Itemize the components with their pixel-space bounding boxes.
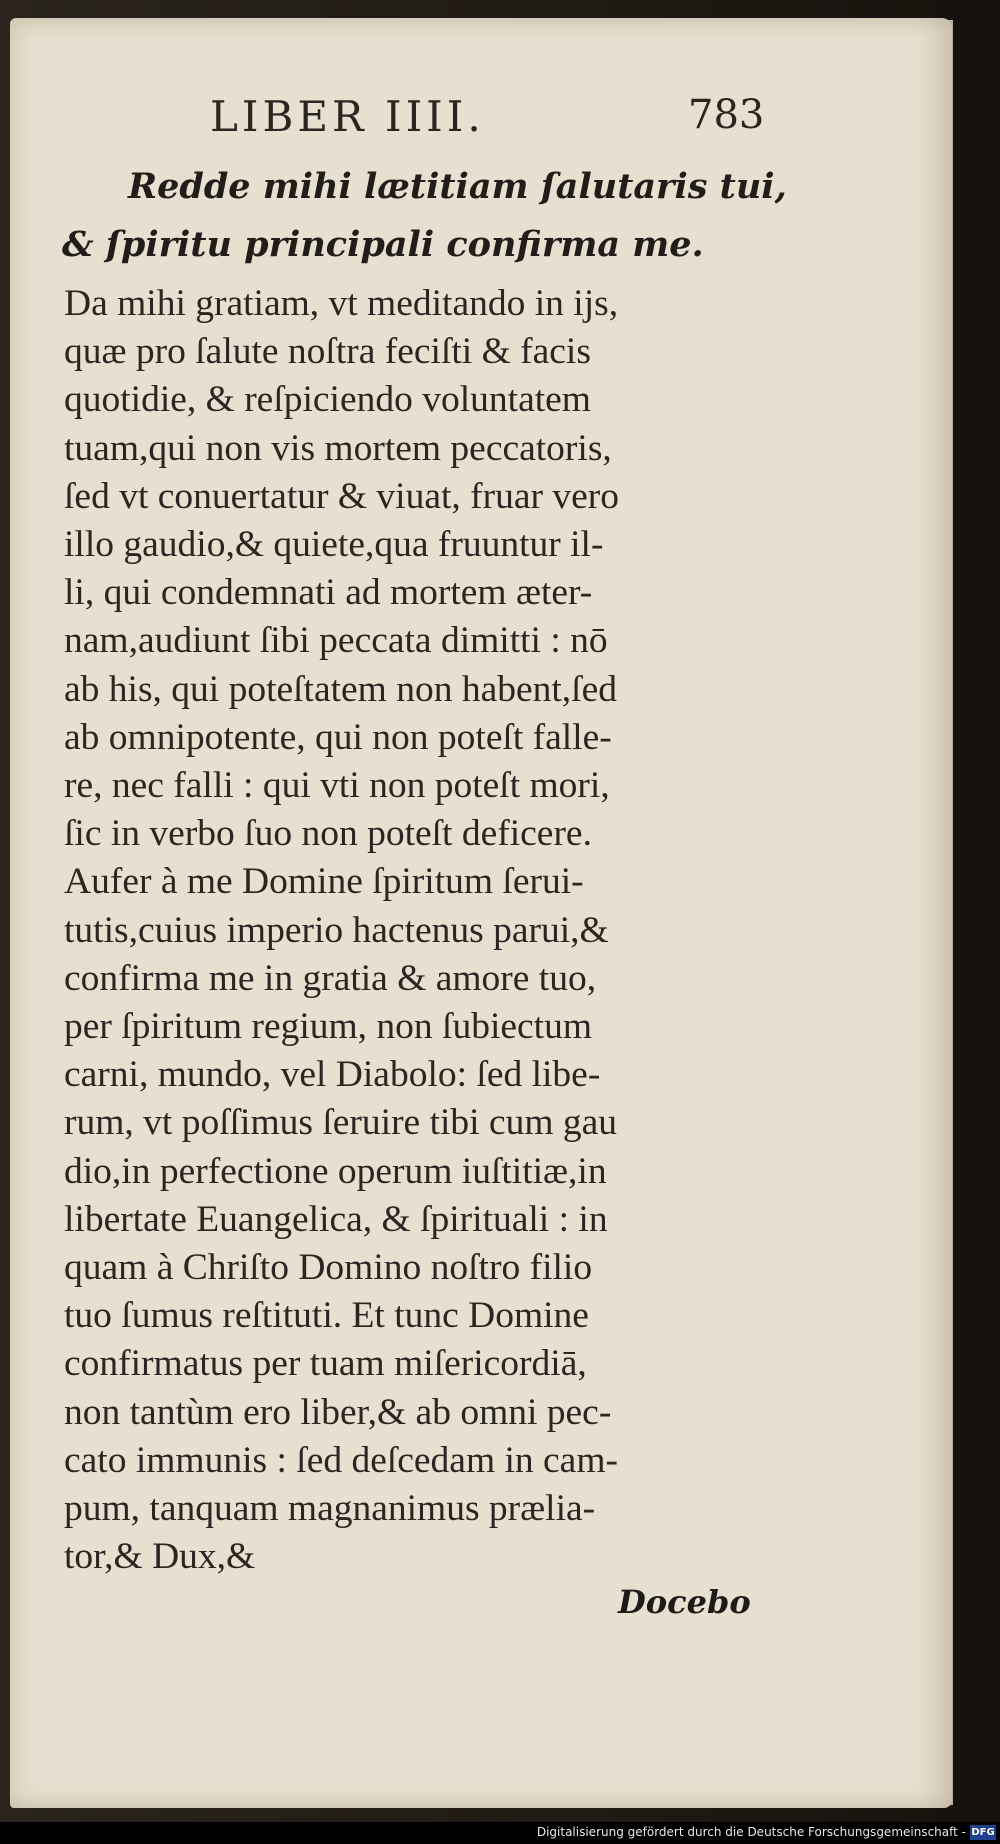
text-line: Aufer à me Domine ſpiritum ſerui- [64,861,584,903]
text-line: ab his, qui poteſtatem non habent,ſed [64,668,617,710]
text-line: ſed vt conuertatur & viuat, fruar vero [64,475,619,517]
heading-line: Redde mihi lætitiam ſalutaris tui, [128,166,787,207]
text-line: Da mihi gratiam, vt meditando in ijs, [64,283,619,324]
text-line: non tantùm ero liber,& ab omni pec- [64,1391,612,1433]
heading-line: & ſpiritu principali confirma me. [62,224,704,265]
text-line: rum, vt poſſimus ſeruire tibi cum gau [64,1102,618,1144]
catchword: Docebo [618,1583,751,1621]
dfg-logo: DFG [971,1827,995,1838]
running-head: LIBER IIII. [210,92,485,141]
body-text [64,280,754,1581]
text-line: li, qui condemnati ad mortem æter- [64,572,593,614]
text-line: dio,in perfectione operum iuſtitiæ,in [64,1150,607,1192]
text-line: cato immunis : ſed deſcedam in cam- [64,1439,618,1481]
text-line: tuo ſumus reſtituti. Et tunc Domine [64,1295,589,1337]
text-line: confirmatus per tuam miſericordiā, [64,1343,587,1385]
text-line: nam,audiunt ſibi peccata dimitti : nō [64,620,608,662]
digitization-credit-bar [0,1822,1000,1844]
text-line: confirma me in gratia & amore tuo, [64,957,597,999]
text-line: quam à Chriſto Domino noſtro filio [64,1247,593,1289]
credit-text: Digitalisierung gefördert durch die Deutsche Forschungsgemeinschaft - [536,1825,966,1839]
text-line: carni, mundo, vel Diabolo: ſed libe- [64,1054,601,1096]
text-line: tuam,qui non vis mortem peccatoris, [64,427,612,469]
text-line: illo gaudio,& quiete,qua fruuntur il- [64,524,604,566]
text-line: pum, tanquam magnanimus prælia- [64,1488,596,1530]
text-line: quæ pro ſalute noſtra feciſti & facis [64,331,591,373]
text-line: tutis,cuius imperio hactenus parui,& [64,909,609,951]
text-line: ab omnipotente, qui non poteſt falle- [64,716,612,758]
page-number: 783 [688,92,765,138]
text-line: tor,& Dux,& [64,1536,256,1578]
text-line: quotidie, & reſpiciendo voluntatem [64,379,591,421]
text-line: libertate Euangelica, & ſpirituali : in [64,1198,608,1240]
text-line: ſic in verbo ſuo non poteſt deficere. [64,813,592,855]
text-line: re, nec falli : qui vti non poteſt mori, [64,765,610,807]
text-line: per ſpiritum regium, non ſubiectum [64,1006,593,1048]
italic-verse-heading [62,158,787,274]
